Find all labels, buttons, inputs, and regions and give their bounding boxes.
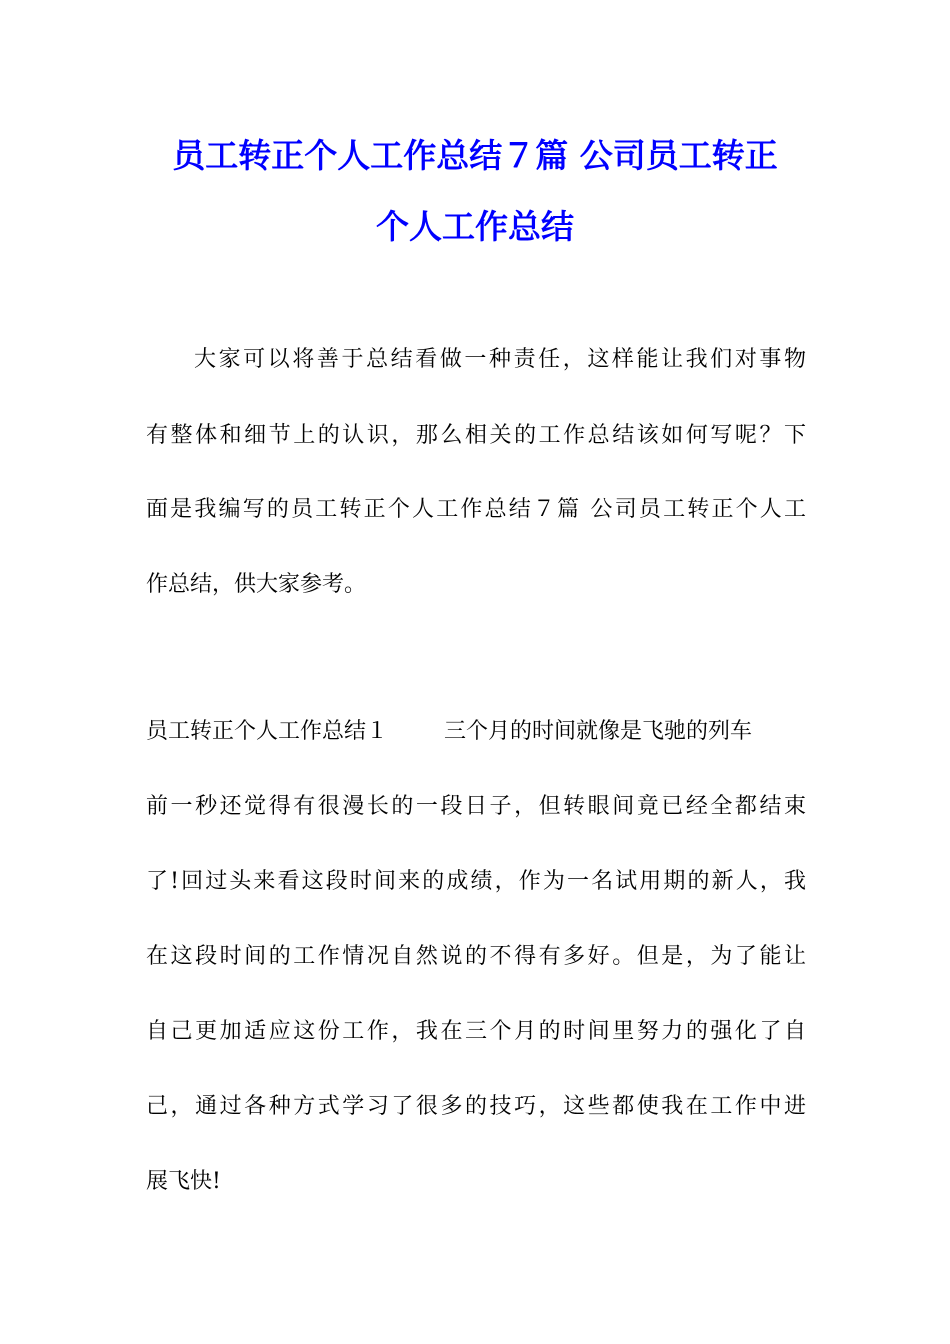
intro-line-3: 面是我编写的员工转正个人工作总结７篇 公司员工转正个人工 (146, 497, 806, 522)
section-1-line-5: 自己更加适应这份工作，我在三个月的时间里努力的强化了自 (146, 1019, 806, 1044)
document-title-line-2: 个人工作总结 (376, 207, 574, 246)
section-1-line-6: 己，通过各种方式学习了很多的技巧，这些都使我在工作中进 (146, 1094, 806, 1119)
intro-line-4: 作总结，供大家参考。 (146, 572, 367, 597)
section-1-first-line-text: 三个月的时间就像是飞驰的列车 (444, 719, 753, 744)
section-1-line-7: 展飞快! (146, 1169, 221, 1194)
section-1-first-line (146, 718, 806, 746)
section-1-line-3: 了!回过头来看这段时间来的成绩，作为一名试用期的新人，我 (146, 869, 806, 894)
section-1-heading: 员工转正个人工作总结１ (146, 719, 389, 744)
intro-line-1: 大家可以将善于总结看做一种责任，这样能让我们对事物 (194, 347, 806, 372)
section-1-line-4: 在这段时间的工作情况自然说的不得有多好。但是，为了能让 (146, 944, 806, 969)
intro-line-2: 有整体和细节上的认识，那么相关的工作总结该如何写呢？下 (146, 423, 806, 448)
section-1-line-2: 前一秒还觉得有很漫长的一段日子，但转眼间竟已经全都结束 (146, 794, 806, 819)
document-title-line-1: 员工转正个人工作总结７篇 公司员工转正 (172, 136, 778, 175)
